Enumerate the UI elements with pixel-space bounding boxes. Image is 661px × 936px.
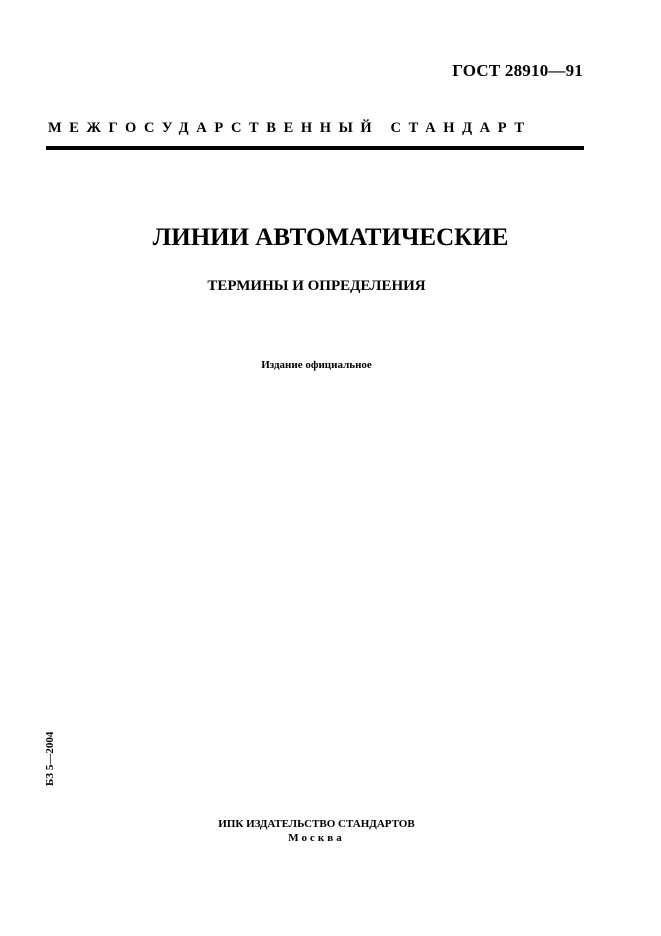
header-divider [46, 146, 584, 150]
edition-label: Издание официальное [261, 359, 372, 371]
document-title: ЛИНИИ АВТОМАТИЧЕСКИЕ [152, 224, 509, 251]
standard-number: ГОСТ 28910—91 [452, 61, 583, 80]
publisher-city: Москва [288, 832, 345, 844]
margin-code: БЗ 5—2004 [44, 731, 56, 786]
standard-type-heading: МЕЖГОСУДАРСТВЕННЫЙ СТАНДАРТ [48, 120, 532, 136]
publisher-name: ИПК ИЗДАТЕЛЬСТВО СТАНДАРТОВ [218, 818, 415, 830]
document-subtitle: ТЕРМИНЫ И ОПРЕДЕЛЕНИЯ [207, 278, 426, 294]
